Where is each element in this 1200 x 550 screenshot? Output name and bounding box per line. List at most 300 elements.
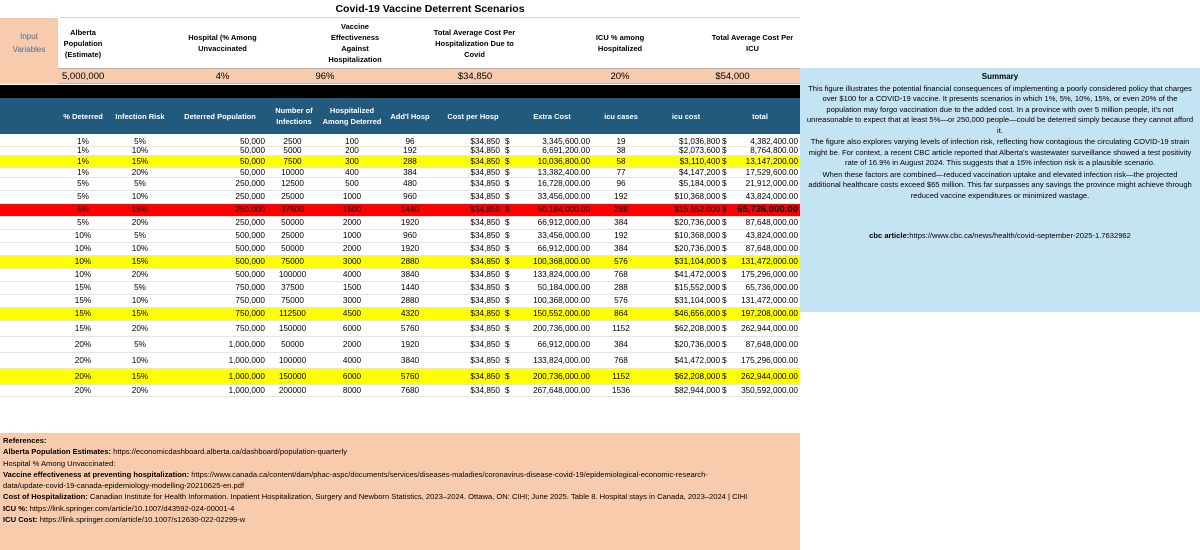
- table-cell[interactable]: 400: [345, 167, 359, 177]
- table-cell[interactable]: 2000: [342, 244, 362, 253]
- input-value-population[interactable]: 5,000,000: [58, 68, 170, 84]
- table-cell[interactable]: $62,208,000: [674, 371, 720, 381]
- table-row[interactable]: [0, 295, 800, 308]
- table-cell[interactable]: 250,000: [235, 179, 265, 188]
- table-cell[interactable]: 5760: [400, 323, 420, 333]
- table-cell[interactable]: $: [505, 192, 510, 201]
- table-cell[interactable]: 25000: [281, 231, 304, 240]
- table-cell[interactable]: $: [505, 339, 510, 349]
- table-cell[interactable]: 50,000: [239, 167, 265, 177]
- table-cell[interactable]: 750,000: [235, 309, 265, 318]
- table-row[interactable]: [0, 230, 800, 243]
- table-cell[interactable]: 75000: [281, 296, 304, 305]
- table-cell[interactable]: $: [722, 323, 727, 333]
- table-cell[interactable]: 87,648,000.00: [745, 339, 798, 349]
- table-cell[interactable]: $34,850: [470, 244, 500, 253]
- table-cell[interactable]: 192: [614, 231, 628, 240]
- table-cell[interactable]: 3,345,600.00: [542, 136, 590, 146]
- table-row[interactable]: [0, 385, 800, 397]
- table-cell[interactable]: 65,736,000.00: [745, 283, 798, 292]
- table-cell[interactable]: $34,850: [470, 146, 500, 156]
- table-cell[interactable]: $34,850: [470, 136, 500, 146]
- table-cell[interactable]: 5%: [134, 339, 146, 349]
- table-cell[interactable]: 33,456,000.00: [537, 231, 590, 240]
- table-cell[interactable]: 192: [614, 192, 628, 201]
- table-cell[interactable]: 262,944,000.00: [741, 323, 798, 333]
- table-cell[interactable]: 15%: [131, 205, 149, 214]
- table-cell[interactable]: $: [722, 296, 727, 305]
- table-cell[interactable]: 15%: [131, 309, 149, 318]
- table-cell[interactable]: 58: [616, 157, 626, 166]
- table-row[interactable]: [0, 156, 800, 168]
- table-cell[interactable]: 768: [614, 270, 628, 279]
- table-cell[interactable]: 200000: [278, 385, 307, 395]
- table-cell[interactable]: 50,000: [239, 146, 265, 156]
- table-cell[interactable]: 5%: [77, 205, 89, 214]
- table-cell[interactable]: 1536: [611, 385, 631, 395]
- table-cell[interactable]: $34,850: [470, 179, 500, 188]
- table-cell[interactable]: $: [722, 136, 727, 146]
- table-row[interactable]: [0, 269, 800, 282]
- table-cell[interactable]: 13,147,200.00: [745, 157, 798, 166]
- table-cell[interactable]: 133,824,000.00: [533, 355, 590, 365]
- col-header-total[interactable]: total: [752, 111, 768, 121]
- table-cell[interactable]: 500: [345, 179, 359, 188]
- table-cell[interactable]: 1,000,000: [228, 339, 265, 349]
- table-cell[interactable]: 20%: [131, 385, 149, 395]
- input-value-hospital-pct[interactable]: 4%: [170, 68, 275, 84]
- table-cell[interactable]: 10%: [74, 231, 92, 240]
- table-cell[interactable]: 1152: [612, 371, 630, 381]
- table-cell[interactable]: 15%: [131, 157, 149, 166]
- table-cell[interactable]: $: [505, 179, 510, 188]
- table-cell[interactable]: 10%: [131, 296, 149, 305]
- table-cell[interactable]: 7500: [283, 157, 302, 166]
- table-cell[interactable]: 3840: [400, 355, 420, 365]
- table-cell[interactable]: 15%: [131, 257, 149, 266]
- table-cell[interactable]: 16,728,000.00: [537, 179, 590, 188]
- table-cell[interactable]: 15%: [74, 309, 92, 318]
- table-cell[interactable]: 1500: [342, 283, 362, 292]
- table-cell[interactable]: 75000: [281, 257, 304, 266]
- table-row[interactable]: [0, 137, 800, 147]
- table-row[interactable]: [0, 321, 800, 337]
- table-cell[interactable]: 20%: [74, 355, 92, 365]
- table-cell[interactable]: 350,592,000.00: [741, 385, 798, 395]
- table-cell[interactable]: $10,368,000: [674, 231, 720, 240]
- table-row[interactable]: [0, 217, 800, 230]
- table-cell[interactable]: 1440: [400, 205, 420, 214]
- table-cell[interactable]: 10,036,800.00: [537, 157, 590, 166]
- table-cell[interactable]: 750,000: [235, 283, 265, 292]
- table-cell[interactable]: 576: [614, 296, 628, 305]
- table-cell[interactable]: 20%: [131, 323, 149, 333]
- table-cell[interactable]: $: [505, 244, 510, 253]
- table-cell[interactable]: 20%: [74, 371, 92, 381]
- table-cell[interactable]: $34,850: [470, 296, 500, 305]
- table-cell[interactable]: $34,850: [470, 385, 500, 395]
- table-cell[interactable]: 500,000: [235, 244, 265, 253]
- table-row[interactable]: [0, 308, 800, 321]
- table-cell[interactable]: $: [505, 309, 510, 318]
- cbc-article-link[interactable]: https://www.cbc.ca/news/health/covid-september-2025-1.7632962: [909, 231, 1131, 240]
- table-cell[interactable]: $46,656,000: [674, 309, 720, 318]
- table-cell[interactable]: 17,529,600.00: [745, 167, 798, 177]
- table-cell[interactable]: $: [505, 146, 510, 156]
- table-cell[interactable]: $82,944,000: [674, 385, 720, 395]
- table-cell[interactable]: 576: [614, 257, 628, 266]
- table-cell[interactable]: 200,736,000.00: [533, 371, 590, 381]
- table-cell[interactable]: 192: [403, 146, 417, 156]
- input-header-icu-pct[interactable]: ICU % among Hospitalized: [595, 33, 645, 53]
- table-cell[interactable]: 480: [403, 179, 417, 188]
- table-cell[interactable]: $: [722, 371, 727, 381]
- table-cell[interactable]: 2000: [342, 339, 362, 349]
- table-row[interactable]: [0, 204, 800, 217]
- table-cell[interactable]: 25000: [281, 192, 304, 201]
- table-cell[interactable]: 50000: [281, 218, 304, 227]
- table-cell[interactable]: 1920: [400, 339, 420, 349]
- table-cell[interactable]: $: [722, 339, 727, 349]
- table-cell[interactable]: 300: [345, 157, 359, 166]
- table-cell[interactable]: 384: [403, 167, 417, 177]
- table-cell[interactable]: 8,764,800.00: [750, 146, 798, 156]
- table-cell[interactable]: $: [722, 257, 727, 266]
- col-header-number-infections[interactable]: Number of Infections: [275, 106, 313, 126]
- table-cell[interactable]: 2880: [400, 296, 420, 305]
- table-cell[interactable]: 1,000,000: [228, 371, 265, 381]
- input-header-vaccine-effectiveness[interactable]: Vaccine Effectiveness Against Hospitalization: [328, 22, 382, 64]
- table-cell[interactable]: 20%: [131, 167, 149, 177]
- table-cell[interactable]: $: [722, 192, 727, 201]
- table-cell[interactable]: $: [722, 270, 727, 279]
- table-cell[interactable]: 5%: [77, 192, 89, 201]
- table-cell[interactable]: 20%: [74, 339, 92, 349]
- table-cell[interactable]: $: [505, 355, 510, 365]
- table-cell[interactable]: 66,912,000.00: [537, 244, 590, 253]
- table-cell[interactable]: $: [505, 270, 510, 279]
- table-cell[interactable]: $: [722, 309, 727, 318]
- table-cell[interactable]: 960: [403, 231, 417, 240]
- table-row[interactable]: [0, 243, 800, 256]
- table-cell[interactable]: 37500: [281, 283, 304, 292]
- table-cell[interactable]: 4500: [342, 309, 362, 318]
- table-cell[interactable]: 1500: [342, 205, 362, 214]
- table-cell[interactable]: 5760: [400, 371, 420, 381]
- table-cell[interactable]: 10%: [131, 355, 149, 365]
- table-cell[interactable]: $34,850: [470, 231, 500, 240]
- table-cell[interactable]: $: [505, 257, 510, 266]
- table-cell[interactable]: 250,000: [235, 218, 265, 227]
- col-header-deterred-population[interactable]: Deterred Population: [184, 111, 256, 121]
- table-cell[interactable]: $: [505, 385, 510, 395]
- table-cell[interactable]: 1,000,000: [228, 385, 265, 395]
- table-cell[interactable]: 5%: [134, 283, 146, 292]
- table-row[interactable]: [0, 191, 800, 204]
- table-cell[interactable]: $: [505, 136, 510, 146]
- input-header-hospital-pct[interactable]: Hospital (% Among Unvaccinated: [188, 33, 257, 53]
- table-cell[interactable]: $: [505, 218, 510, 227]
- col-header-extra-cost[interactable]: Extra Cost: [533, 111, 571, 121]
- reference-text[interactable]: https://link.springer.com/article/10.1007/d43592-024-00001-4: [27, 503, 235, 513]
- reference-text[interactable]: https://www.canada.ca/content/dam/phac-aspc/documents/services/diseases-maladies/coronavirus-disease-covid-19/epidemiological-economic-research-: [189, 469, 708, 479]
- table-cell[interactable]: $34,850: [470, 339, 500, 349]
- table-cell[interactable]: $: [505, 157, 510, 166]
- table-cell[interactable]: 5%: [134, 231, 146, 240]
- table-cell[interactable]: 1,000,000: [228, 355, 265, 365]
- reference-text[interactable]: https://link.springer.com/article/10.1007/s12630-022-02299-w: [37, 515, 246, 525]
- table-cell[interactable]: 7680: [400, 385, 420, 395]
- table-cell[interactable]: 38: [616, 146, 626, 156]
- table-cell[interactable]: 50000: [281, 339, 304, 349]
- table-cell[interactable]: $34,850: [470, 309, 500, 318]
- table-cell[interactable]: 100000: [278, 355, 307, 365]
- table-cell[interactable]: 200: [345, 146, 359, 156]
- table-cell[interactable]: 3000: [342, 296, 362, 305]
- table-cell[interactable]: 43,824,000.00: [745, 231, 798, 240]
- table-cell[interactable]: $10,368,000: [674, 192, 720, 201]
- table-cell[interactable]: 1000: [342, 192, 362, 201]
- table-cell[interactable]: $20,736,000: [674, 218, 720, 227]
- table-cell[interactable]: 10000: [281, 167, 304, 177]
- table-cell[interactable]: 500,000: [235, 257, 265, 266]
- table-cell[interactable]: 77: [616, 167, 626, 177]
- table-cell[interactable]: 175,296,000.00: [741, 270, 798, 279]
- table-cell[interactable]: 5%: [134, 136, 146, 146]
- table-row[interactable]: [0, 282, 800, 295]
- table-cell[interactable]: $: [722, 385, 727, 395]
- table-cell[interactable]: 12500: [281, 179, 304, 188]
- table-cell[interactable]: 2880: [400, 257, 420, 266]
- table-cell[interactable]: 384: [614, 339, 628, 349]
- table-cell[interactable]: $: [722, 167, 727, 177]
- table-cell[interactable]: $: [722, 244, 727, 253]
- table-cell[interactable]: 65,736,000.00: [737, 204, 798, 215]
- table-cell[interactable]: $34,850: [470, 218, 500, 227]
- table-cell[interactable]: 10%: [131, 244, 149, 253]
- table-cell[interactable]: 20%: [74, 385, 92, 395]
- reference-text[interactable]: Hospital % Among Unvaccinated:: [3, 458, 116, 468]
- table-cell[interactable]: 50,000: [239, 136, 265, 146]
- table-cell[interactable]: 6000: [342, 323, 362, 333]
- table-cell[interactable]: 10%: [131, 146, 149, 156]
- table-cell[interactable]: $: [722, 231, 727, 240]
- col-header-infection-risk[interactable]: Infection Risk: [115, 111, 165, 121]
- table-cell[interactable]: $4,147,200: [679, 167, 720, 177]
- table-cell[interactable]: $34,850: [470, 270, 500, 279]
- table-cell[interactable]: 87,648,000.00: [745, 244, 798, 253]
- table-cell[interactable]: 5%: [77, 179, 89, 188]
- input-value-vaccine-effectiveness[interactable]: 96%: [275, 68, 375, 84]
- table-cell[interactable]: $34,850: [470, 355, 500, 365]
- table-cell[interactable]: 250,000: [235, 205, 265, 214]
- table-cell[interactable]: $15,552,000: [674, 205, 720, 214]
- table-cell[interactable]: 288: [403, 157, 417, 166]
- table-cell[interactable]: $: [505, 296, 510, 305]
- table-cell[interactable]: 50000: [281, 244, 304, 253]
- table-cell[interactable]: 15%: [74, 323, 92, 333]
- table-cell[interactable]: 100: [345, 136, 359, 146]
- table-cell[interactable]: 10%: [74, 257, 92, 266]
- table-cell[interactable]: 960: [403, 192, 417, 201]
- table-cell[interactable]: $34,850: [470, 192, 500, 201]
- table-cell[interactable]: 384: [614, 244, 628, 253]
- table-cell[interactable]: $: [505, 231, 510, 240]
- table-cell[interactable]: $: [722, 283, 727, 292]
- table-cell[interactable]: $: [505, 323, 510, 333]
- table-cell[interactable]: 5%: [77, 218, 89, 227]
- table-cell[interactable]: 87,648,000.00: [745, 218, 798, 227]
- table-cell[interactable]: 4000: [342, 355, 362, 365]
- table-cell[interactable]: 1000: [342, 231, 362, 240]
- table-cell[interactable]: 5%: [134, 179, 146, 188]
- table-row[interactable]: [0, 337, 800, 353]
- col-header-cost-per-hosp[interactable]: Cost per Hosp: [447, 111, 499, 121]
- table-cell[interactable]: 19: [616, 136, 626, 146]
- table-cell[interactable]: 4,382,400.00: [750, 136, 798, 146]
- table-cell[interactable]: $34,850: [470, 167, 500, 177]
- table-cell[interactable]: 750,000: [235, 296, 265, 305]
- table-cell[interactable]: 500,000: [235, 270, 265, 279]
- table-cell[interactable]: 66,912,000.00: [537, 218, 590, 227]
- table-cell[interactable]: 10%: [74, 270, 92, 279]
- table-cell[interactable]: 500,000: [235, 231, 265, 240]
- table-cell[interactable]: 100,368,000.00: [533, 296, 590, 305]
- table-row[interactable]: [0, 178, 800, 191]
- table-cell[interactable]: $2,073,600: [679, 146, 720, 156]
- table-cell[interactable]: 2000: [342, 218, 362, 227]
- table-cell[interactable]: 37500: [281, 205, 304, 214]
- col-header-icu-cost[interactable]: icu cost: [671, 111, 701, 121]
- table-cell[interactable]: $: [722, 205, 727, 214]
- table-cell[interactable]: $34,850: [470, 157, 500, 166]
- table-cell[interactable]: $5,184,000: [679, 179, 720, 188]
- input-header-population[interactable]: Alberta Population (Estimate): [63, 27, 103, 59]
- table-cell[interactable]: $31,104,000: [674, 257, 720, 266]
- table-cell[interactable]: $31,104,000: [674, 296, 720, 305]
- table-cell[interactable]: 150,552,000.00: [533, 309, 590, 318]
- table-cell[interactable]: 20%: [131, 218, 149, 227]
- table-cell[interactable]: 1920: [400, 244, 420, 253]
- table-cell[interactable]: 131,472,000.00: [741, 257, 798, 266]
- table-cell[interactable]: $62,208,000: [674, 323, 720, 333]
- table-row[interactable]: [0, 369, 800, 385]
- input-header-icu-cost[interactable]: Total Average Cost Per ICU: [711, 33, 794, 53]
- table-cell[interactable]: 1%: [77, 146, 89, 156]
- table-cell[interactable]: $1,036,800: [679, 136, 720, 146]
- table-cell[interactable]: 288: [614, 283, 628, 292]
- table-cell[interactable]: 3840: [400, 270, 420, 279]
- table-cell[interactable]: $: [505, 283, 510, 292]
- table-cell[interactable]: $34,850: [470, 371, 500, 381]
- table-cell[interactable]: 133,824,000.00: [533, 270, 590, 279]
- table-cell[interactable]: $: [505, 167, 510, 177]
- table-cell[interactable]: 20%: [131, 270, 149, 279]
- table-cell[interactable]: 50,184,000.00: [537, 205, 590, 214]
- table-row[interactable]: [0, 256, 800, 269]
- table-cell[interactable]: 10%: [131, 192, 149, 201]
- table-cell[interactable]: 1%: [77, 157, 89, 166]
- table-cell[interactable]: 175,296,000.00: [741, 355, 798, 365]
- table-cell[interactable]: 6,691,200.00: [542, 146, 590, 156]
- table-cell[interactable]: $: [722, 218, 727, 227]
- table-cell[interactable]: 43,824,000.00: [745, 192, 798, 201]
- table-cell[interactable]: 200,736,000.00: [533, 323, 590, 333]
- table-cell[interactable]: $34,850: [470, 257, 500, 266]
- table-cell[interactable]: $41,472,000: [674, 355, 720, 365]
- table-cell[interactable]: 1440: [400, 283, 420, 292]
- table-cell[interactable]: 6000: [342, 371, 362, 381]
- table-cell[interactable]: 15%: [131, 371, 149, 381]
- table-cell[interactable]: 3000: [342, 257, 362, 266]
- table-cell[interactable]: 288: [614, 205, 628, 214]
- table-cell[interactable]: 15%: [74, 296, 92, 305]
- input-value-cost-per-hosp[interactable]: $34,850: [375, 68, 575, 84]
- table-cell[interactable]: 768: [614, 355, 628, 365]
- table-cell[interactable]: 112500: [279, 309, 306, 318]
- table-cell[interactable]: $20,736,000: [674, 244, 720, 253]
- table-cell[interactable]: 864: [614, 309, 628, 318]
- table-row[interactable]: [0, 147, 800, 157]
- table-row[interactable]: [0, 353, 800, 369]
- table-cell[interactable]: $3,110,400: [679, 157, 720, 166]
- table-cell[interactable]: $: [722, 146, 727, 156]
- table-cell[interactable]: 4320: [400, 309, 420, 318]
- table-cell[interactable]: $: [505, 371, 510, 381]
- table-cell[interactable]: 750,000: [235, 323, 265, 333]
- table-cell[interactable]: 15%: [74, 283, 92, 292]
- col-header-icu-cases[interactable]: icu cases: [604, 111, 638, 121]
- table-cell[interactable]: 10%: [74, 244, 92, 253]
- table-row[interactable]: [0, 168, 800, 178]
- reference-text[interactable]: data/update-covid-19-canada-epidemiology-modelling-20210625-en.pdf: [3, 481, 245, 491]
- reference-text[interactable]: Canadian Institute for Health Information. Inpatient Hospitalization, Surgery and Newborn Statistics, 2023–2024. Ottawa, ON: CIHI; June 2025. Table 8. Hospital stays in Canada, 2023–2024 | CIHI: [87, 492, 748, 502]
- input-value-icu-cost[interactable]: $54,000: [665, 68, 800, 84]
- table-cell[interactable]: 1%: [77, 167, 89, 177]
- table-cell[interactable]: 1920: [400, 218, 420, 227]
- table-cell[interactable]: 150000: [278, 371, 307, 381]
- table-cell[interactable]: 13,382,400.00: [537, 167, 590, 177]
- table-cell[interactable]: 50,184,000.00: [537, 283, 590, 292]
- table-cell[interactable]: $34,850: [470, 205, 500, 214]
- table-cell[interactable]: 100,368,000.00: [533, 257, 590, 266]
- table-cell[interactable]: 33,456,000.00: [537, 192, 590, 201]
- table-cell[interactable]: 250,000: [235, 192, 265, 201]
- col-header-addl-hosp[interactable]: Add'l Hosp: [390, 111, 430, 121]
- table-cell[interactable]: 131,472,000.00: [741, 296, 798, 305]
- table-cell[interactable]: $: [722, 355, 727, 365]
- table-cell[interactable]: 4000: [342, 270, 362, 279]
- table-cell[interactable]: $34,850: [470, 283, 500, 292]
- table-cell[interactable]: $: [505, 205, 510, 214]
- table-cell[interactable]: 100000: [278, 270, 307, 279]
- table-cell[interactable]: 384: [614, 218, 628, 227]
- table-cell[interactable]: $41,472,000: [674, 270, 720, 279]
- table-cell[interactable]: 5000: [283, 146, 302, 156]
- table-cell[interactable]: 21,912,000.00: [745, 179, 798, 188]
- table-cell[interactable]: 66,912,000.00: [537, 339, 590, 349]
- reference-text[interactable]: https://economicdashboard.alberta.ca/dashboard/population-quarterly: [111, 447, 348, 457]
- table-cell[interactable]: 197,208,000.00: [741, 309, 798, 318]
- input-header-cost-per-hosp[interactable]: Total Average Cost Per Hospitalization Due to Covid: [433, 27, 516, 59]
- table-cell[interactable]: 8000: [342, 385, 362, 395]
- table-cell[interactable]: 50,000: [239, 157, 265, 166]
- table-cell[interactable]: $34,850: [470, 323, 500, 333]
- table-cell[interactable]: 150000: [278, 323, 307, 333]
- table-cell[interactable]: 1152: [612, 323, 630, 333]
- table-cell[interactable]: $: [722, 157, 727, 166]
- table-cell[interactable]: 267,648,000.00: [533, 385, 590, 395]
